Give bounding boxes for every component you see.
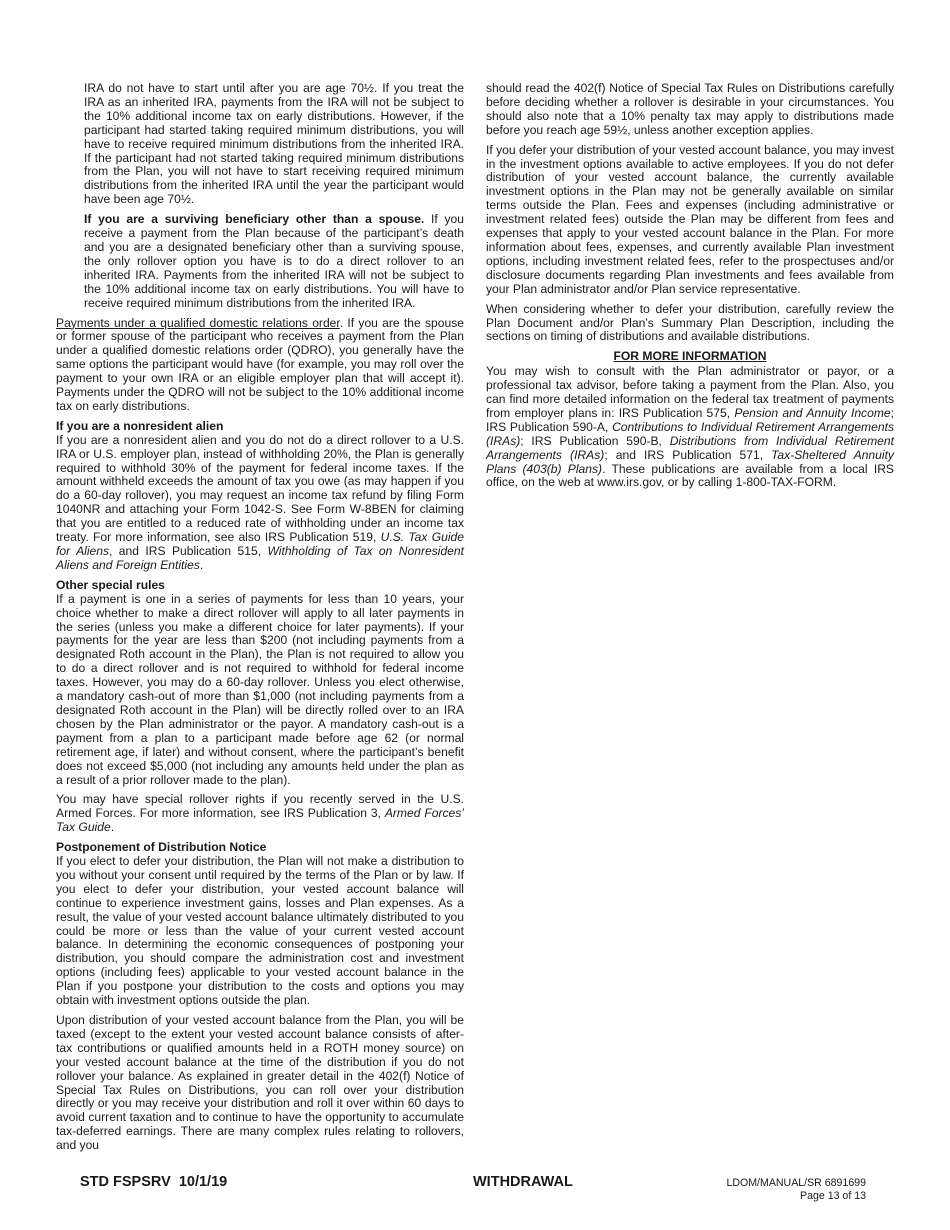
postponement-heading: Postponement of Distribution Notice [56,840,267,855]
postponement-paragraph: If you elect to defer your distribution, the Plan will not make a distribution to you without your consent until required by the terms of the Plan or by law. If you elect to defer your distribution, your vested account balance will continue to experience investment gains, losses and Plan expenses. As a result, the value of your vested account balance ultimately distributed to you could be more or less than the value of your current vested account balance. In determining the economic consequences of postponing your distribution, you should compare the administration cost and investment options (including fees) applicable to your vested account balance in the Plan if you postpone your distribution to the costs and options you may obtain with investment options outside the plan. [56,854,464,1008]
non-spouse-beneficiary-paragraph: If you are a surviving beneficiary other than a spouse. If you receive a payment from the Plan because of the participant’s death and you are a designated beneficiary other than a surviving spouse, the only rollover option you have is to do a direct rollover to an inherited IRA. Payments from the inherited IRA will not be subject to the 10% additional income tax on early distributions. You will have to receive required minimum distributions from the inherited IRA. [84,212,464,310]
other-special-rules-paragraph: If a payment is one in a series of payments for less than 10 years, your choice whether to make a direct rollover will apply to all later payments in the series (unless you make a different choice for later payments). If your payments for the year are less than $200 (not including payments from a designated Roth account in the Plan), the Plan is not required to allow you to do a direct rollover and is not required to withhold for federal income taxes. However, you may do a 60-day rollover. Unless you elect otherwise, a mandatory cash-out of more than $1,000 (not including payments from a designated Roth account in the Plan) will be directly rolled over to an IRA chosen by the Plan administrator or the payor. A mandatory cash-out is a payment from a plan to a participant made before age 62 (or normal retirement age, if later) and without consent, where the participant’s benefit does not exceed $5,000 (not including any amounts held under the plan as a result of a prior rollover made to the plan). [56,591,464,787]
footer-section-title: WITHDRAWAL [473,1174,573,1190]
qdro-heading: Payments under a qualified domestic relations order [56,315,340,330]
more-information-heading: FOR MORE INFORMATION [613,349,767,364]
footer-page-number: Page 13 of 13 [800,1190,866,1203]
footer-form-id: STD FSPSRV 10/1/19 [80,1174,228,1190]
more-information-paragraph: You may wish to consult with the Plan administrator or payor, or a professional tax advisor, before taking a payment from the Plan. Also, you can find more detailed information on the federal tax treatment of payments from employer plans in: IRS Publication 575, Pension and Annuity Income; IRS Publication 590-A, Contributions to Individual Retirement Arrangements (IRAs); IRS Publication 590-B, Distributions from Individual Retirement Arrangements (IRAs); and IRS Publication 571, Tax-Sheltered Annuity Plans (403(b) Plans). These publications are available from a local IRS office, on the web at www.irs.gov, or by calling 1-800-TAX-FORM. [486,364,894,490]
distribution-tax-paragraph: Upon distribution of your vested account balance from the Plan, you will be taxed (except to the extent your vested account balance consists of after-tax contributions or qualified amounts held in a ROTH money source) on your vested account balance at the time of the distribution if you do not rollover your balance. As explained in greater detail in the 402(f) Notice of Special Tax Rules on Distributions, you can roll over your distribution directly or you may receive your distribution and roll it over within 60 days to avoid current taxation and to continue to have the opportunity to accumulate tax-deferred earnings. There are many complex rules relating to rollovers, and you [56,1013,464,1153]
other-special-rules-heading: Other special rules [56,577,165,592]
footer-doc-ref: LDOM/MANUAL/SR 6891699 [726,1177,866,1189]
footer-doc-info [726,1177,866,1204]
defer-distribution-paragraph: If you defer your distribution of your vested account balance, you may invest in the investment options available to active employees. If you do not defer distribution of your vested account balance, the currently available investment options in the Plan may not be generally available on similar terms outside the Plan. Fees and expenses (including administrative or investment related fees) outside the Plan may be different from fees and expenses that apply to your vested account balance in the Plan. For more information about fees, expenses, and currently available Plan investment options, including investment related fees, refer to the prospectuses and/or disclosure documents regarding Plan investments and fees available from your Plan administrator and/or Plan service representative. [486,142,894,296]
review-plan-paragraph: When considering whether to defer your distribution, carefully review the Plan Document and/or Plan’s Summary Plan Description, including the sections on timing of distributions and available distributions. [486,301,894,344]
rollover-notice-paragraph: should read the 402(f) Notice of Special Tax Rules on Distributions carefully before deciding whether a rollover is desirable in your circumstances. You should also note that a 10% penalty tax may apply to distributions made before you reach age 59½, unless another exception applies. [486,81,894,137]
nonresident-alien-paragraph: If you are a nonresident alien and you do not do a direct rollover to a U.S. IRA or U.S. employer plan, instead of withholding 20%, the Plan is generally required to withhold 30% of the payment for federal income taxes. If the amount withheld exceeds the amount of tax you owe (as may happen if you do a 60-day rollover), you may request an income tax refund by filing Form 1040NR and attaching your Form 1042-S. See Form W-8BEN for claiming that you are entitled to a reduced rate of withholding under an income tax treaty. For more information, see also IRS Publication 519, U.S. Tax Guide for Aliens, and IRS Publication 515, Withholding of Tax on Nonresident Aliens and Foreign Entities. [56,432,465,572]
nonresident-alien-heading: If you are a nonresident alien [56,418,224,433]
non-spouse-beneficiary-heading: If you are a surviving beneficiary other than a spouse. [84,212,425,227]
inherited-ira-paragraph: IRA do not have to start until after you are age 70½. If you treat the IRA as an inherited IRA, payments from the IRA will not be subject to the 10% additional income tax on early distributions. However, if the participant had started taking required minimum distributions, you will have to receive required minimum distributions from the inherited IRA. If the participant had not started taking required minimum distributions from the Plan, you will not have to start receiving required minimum distributions from the inherited IRA until the year the participant would have been age 70½. [84,81,464,207]
armed-forces-paragraph: You may have special rollover rights if you recently served in the U.S. Armed Forces. For more information, see IRS Publication 3, Armed Forces’ Tax Guide. [56,792,464,835]
right-column [486,82,894,496]
qdro-paragraph: Payments under a qualified domestic relations order. If you are the spouse or former spouse of the participant who receives a payment from the Plan under a qualified domestic relations order (QDRO), you generally have the same options the participant would have (for example, you may roll over the payment to your own IRA or an eligible employer plan that will accept it). Payments under the QDRO will not be subject to the 10% additional income tax on early distributions. [56,315,465,413]
left-column [56,82,464,1159]
